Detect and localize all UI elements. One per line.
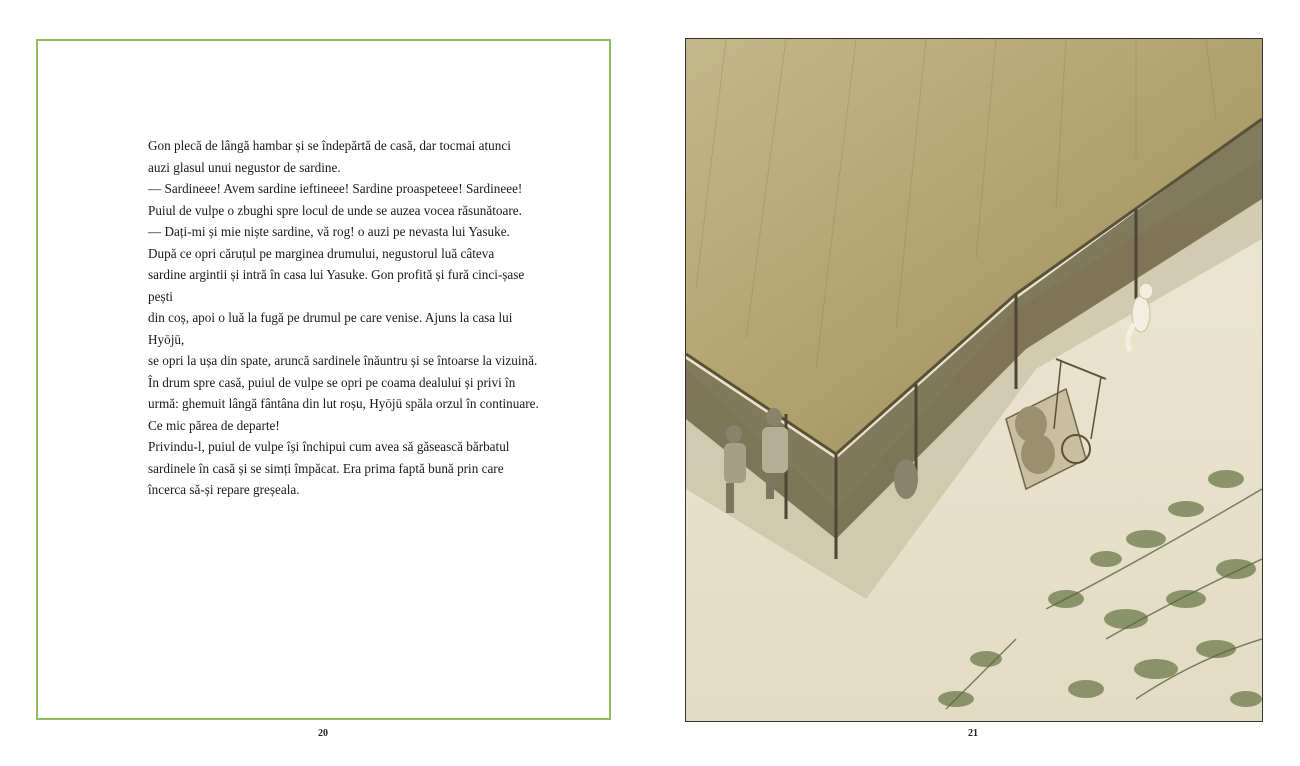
text-line: sardinele în casă și se simți împăcat. Era prima faptă bună prin care [148,460,504,476]
text-line: urmă: ghemuit lângă fântâna din lut roșu, Hyōjū spăla orzul în continuare. [148,396,539,411]
text-line: — Dați-mi și mie niște sardine, vă rog! o auzi pe nevasta lui Yasuke. [148,224,510,239]
text-line: După ce opri căruțul pe marginea drumului, negustorul luă câteva [148,245,495,261]
text-line: auzi glasul unui negustor de sardine. [148,159,341,175]
text-line: Ce mic părea de departe! [148,417,280,433]
text-line: Privindu-l, puiul de vulpe își închipui cum avea să găsească bărbatul [148,439,510,454]
text-line: Puiul de vulpe o zbughi spre locul de unde se auzea vocea răsunătoare. [148,202,522,218]
text-line: În drum spre casă, puiul de vulpe se opri pe coama dealului și privi în [148,374,516,390]
page-number-right: 21 [968,728,978,739]
illustration-svg [686,39,1262,721]
illustration-house-scene [685,38,1263,722]
page-number-left: 20 [318,728,328,739]
text-line: sardine argintii și intră în casa lui Yasuke. Gon profită și fură cinci-șase pești [148,267,525,304]
text-line: — Sardineee! Avem sardine ieftineee! Sardine proaspeteee! Sardineee! [148,181,523,196]
barrel [894,459,918,499]
text-line: din coș, apoi o luă la fugă pe drumul pe care venise. Ajuns la casa lui Hyōjū, [148,310,513,347]
text-line: se opri la ușa din spate, aruncă sardinele înăuntru și se întoarse la vizuină. [148,353,538,368]
story-text [148,135,543,501]
text-line: Gon plecă de lângă hambar și se îndepărtă de casă, dar tocmai atunci [148,138,511,153]
text-line: încerca să-și repare greșeala. [148,482,300,497]
